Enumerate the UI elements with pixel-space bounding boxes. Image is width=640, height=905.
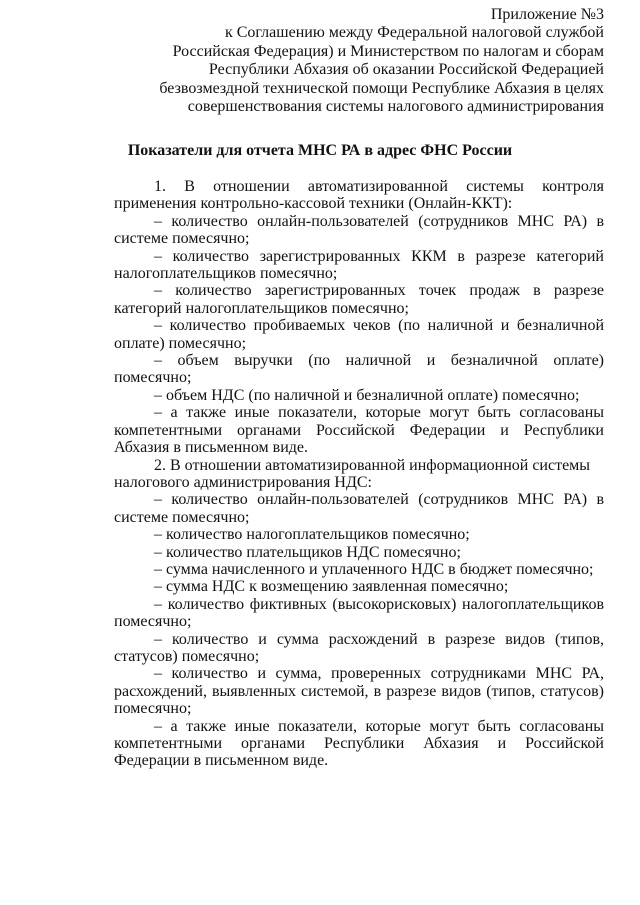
list-item: – количество зарегистрированных ККМ в разрезе категорий налогоплательщиков помесячно; [114,247,604,283]
list-item: – количество пробиваемых чеков (по наличной и безналичной оплате) помесячно; [114,317,604,352]
list-item: – количество плательщиков НДС помесячно; [154,543,461,561]
list-item: – количество фиктивных (высокорисковых) налогоплательщиков помесячно; [114,595,604,631]
list-item: – объем выручки (по наличной и безналичной оплате) помесячно; [114,352,604,387]
list-item: – а также иные показатели, которые могут быть согласованы компетентными органами Республики Абхазия и Российской Федерации в письменном виде. [114,717,604,770]
appendix-header [159,6,604,116]
header-line: Республики Абхазия об оказании Российской Федерацией [208,61,604,79]
list-item: – количество онлайн-пользователей (сотрудников МНС РА) в системе помесячно; [114,491,604,526]
list-item: – количество и сумма расхождений в разрезе видов (типов, статусов) помесячно; [114,630,604,665]
appendix-number: Приложение №3 [490,6,604,23]
list-item: – количество онлайн-пользователей (сотрудников МНС РА) в системе помесячно; [114,212,604,248]
header-line: совершенствования системы налогового администрирования [187,98,604,116]
header-line: Российская Федерация) и Министерством по налогам и сборам [172,42,604,60]
document-body [114,178,604,770]
section1-intro: 1. В отношении автоматизированной системы контроля применения контрольно-кассовой техники (Онлайн-ККТ): [114,178,604,213]
list-item: – а также иные показатели, которые могут быть согласованы компетентными органами Российской Федерации и Республики Абхазия в письменном виде. [114,404,604,457]
list-item: – количество налогоплательщиков помесячно; [154,526,470,544]
section2-intro-line2: налогового администрирования НДС: [114,473,372,491]
section2-intro [114,457,604,492]
header-line: безвозмездной технической помощи Республике Абхазия в целях [159,79,604,97]
document-title: Показатели для отчета МНС РА в адрес ФНС России [127,142,513,159]
header-line: к Соглашению между Федеральной налоговой службой [224,24,604,42]
list-item: – сумма начисленного и уплаченного НДС в бюджет помесячно; [154,560,594,578]
list-item: – сумма НДС к возмещению заявленная помесячно; [154,578,509,596]
list-item: – количество зарегистрированных точек продаж в разрезе категорий налогоплательщиков помесячно; [114,282,604,317]
list-item: – объем НДС (по наличной и безналичной оплате) помесячно; [154,386,580,404]
list-item: – количество и сумма, проверенных сотрудниками МНС РА, расхождений, выявленных системой, в разрезе видов (типов, статусов) помесячно; [114,665,604,718]
section2-intro-line1: 2. В отношении автоматизированной информационной системы [154,456,591,474]
